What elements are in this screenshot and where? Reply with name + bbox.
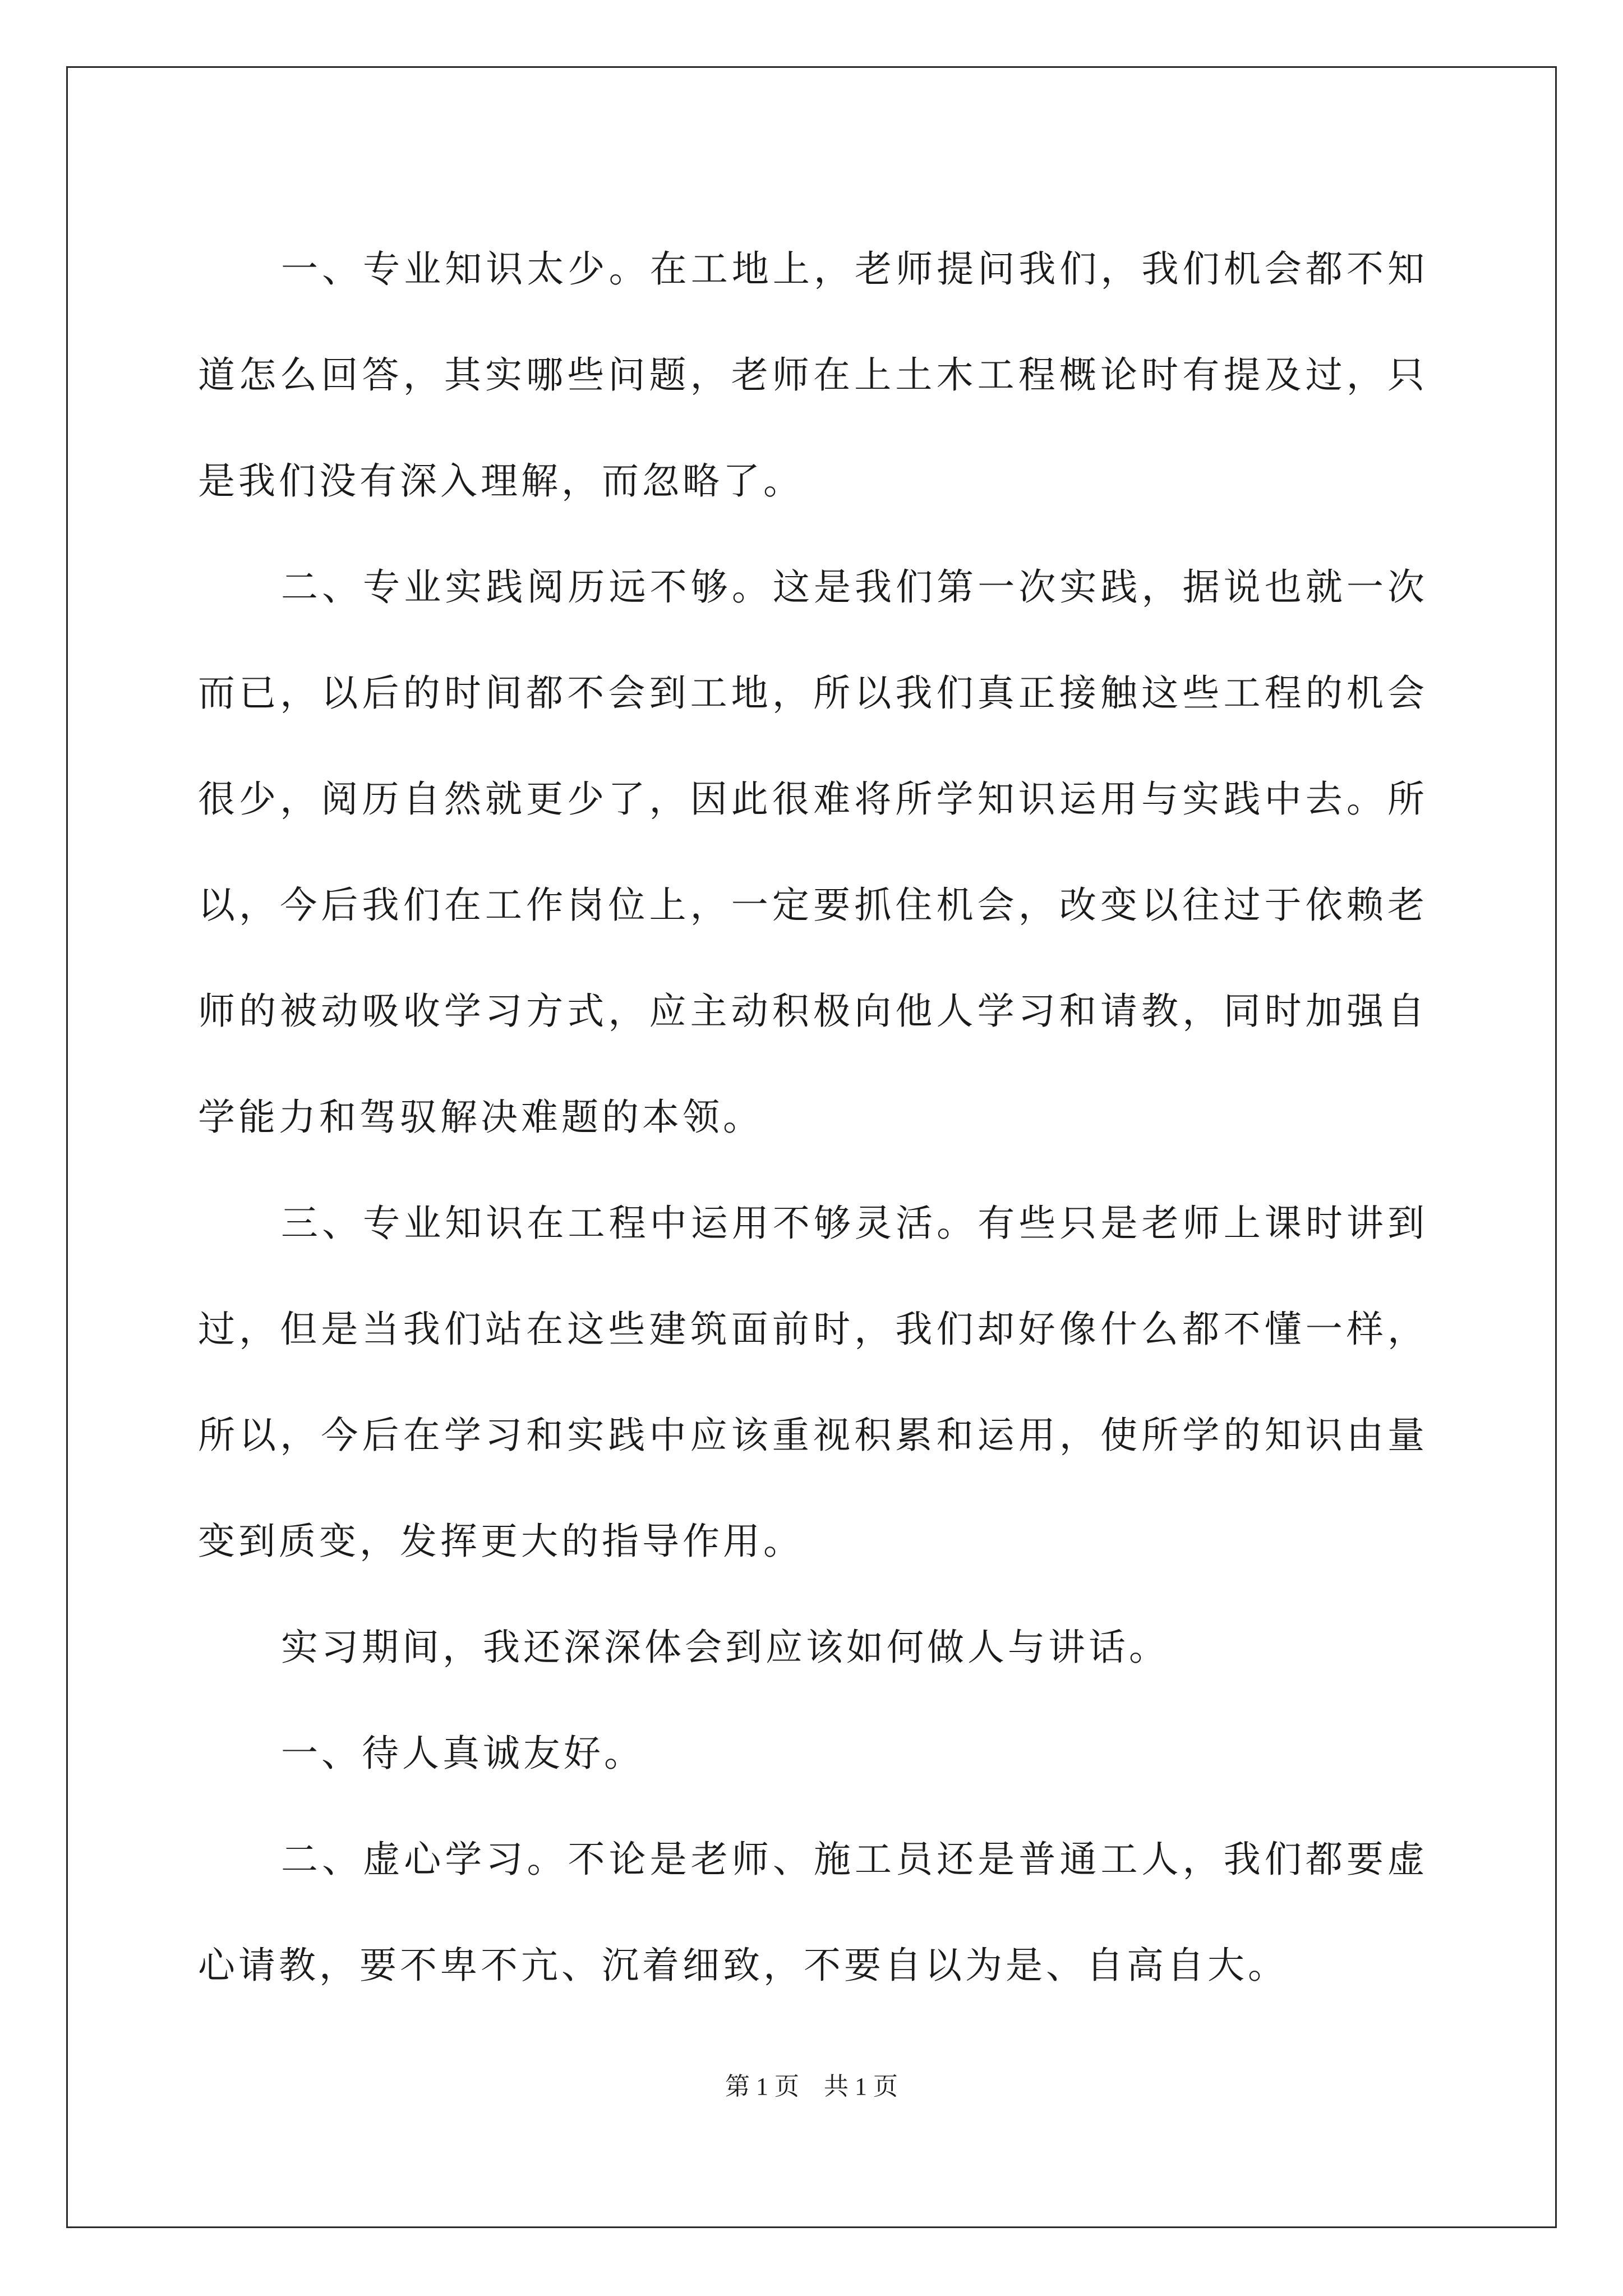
page-number: 第 1 页 xyxy=(725,2073,799,2100)
paragraph-5: 一、待人真诚友好。 xyxy=(281,1732,644,1775)
paragraph-2: 二、专业实践阅历远不够。这是我们第一次实践，据说也就一次而已，以后的时间都不会到工地，所以我们真正接触这些工程的机会很少，阅历自然就更少了，因此很难将所学知识运用与实践中去。所以，今后我们在工作岗位上，一定要抓住机会，改变以往过于依赖老师的被动吸收学习方式，应主动积极向他人学习和请教，同时加强自学能力和驾驭解决难题的本领。 xyxy=(198,565,1428,1139)
paragraph-3: 三、专业知识在工程中运用不够灵活。有些只是老师上课时讲到过，但是当我们站在这些建筑面前时，我们却好像什么都不懂一样，所以，今后在学习和实践中应该重视积累和运用，使所学的知识由量变到质变，发挥更大的指导作用。 xyxy=(198,1202,1428,1563)
page-total: 共 1 页 xyxy=(824,2073,898,2100)
page-footer xyxy=(0,2070,1623,2104)
paragraph-1: 一、专业知识太少。在工地上，老师提问我们，我们机会都不知道怎么回答，其实哪些问题，老师在上土木工程概论时有提及过，只是我们没有深入理解，而忽略了。 xyxy=(198,247,1428,503)
paragraph-4: 实习期间，我还深深体会到应该如何做人与讲话。 xyxy=(281,1626,1169,1669)
paragraph-6: 二、虚心学习。不论是老师、施工员还是普通工人，我们都要虚心请教，要不卑不亢、沉着细致，不要自以为是、自高自大。 xyxy=(198,1838,1428,1987)
document-body xyxy=(198,216,1428,2018)
